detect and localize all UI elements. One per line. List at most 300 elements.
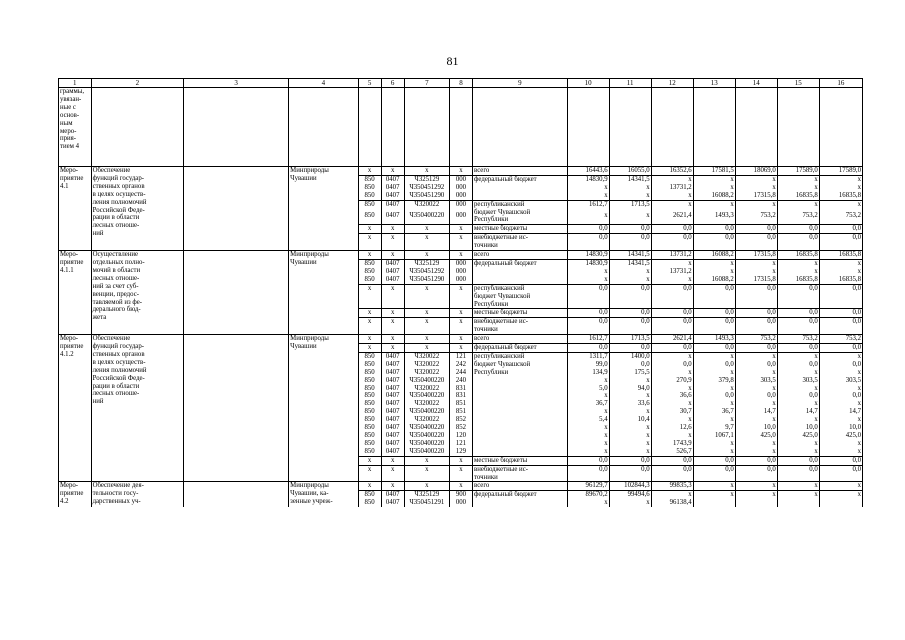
classification-code: Ч320022 bbox=[404, 352, 449, 360]
classification-code: х bbox=[449, 465, 472, 482]
amount-cell: 0,0 bbox=[693, 456, 735, 465]
amount-cell: 1493,3 bbox=[693, 335, 735, 344]
amount-cell: х bbox=[567, 424, 609, 432]
budget-table bbox=[58, 78, 863, 507]
classification-code: х bbox=[381, 335, 404, 344]
classification-code: 0407 bbox=[381, 352, 404, 360]
amount-cell: х bbox=[567, 212, 609, 224]
responsible-executor: Минприроды Чувашии bbox=[289, 251, 358, 335]
classification-code: х bbox=[358, 482, 381, 491]
amount-cell: х bbox=[777, 175, 819, 183]
amount-cell: 96129,7 bbox=[567, 482, 609, 491]
classification-code: 000 bbox=[449, 259, 472, 267]
amount-cell: х bbox=[693, 416, 735, 424]
column-number: 4 bbox=[289, 79, 358, 88]
classification-code: х bbox=[449, 335, 472, 344]
classification-code: х bbox=[358, 335, 381, 344]
classification-code: 000 bbox=[449, 276, 472, 284]
amount-cell: х bbox=[819, 200, 862, 212]
amount-cell: 16443,6 bbox=[567, 167, 609, 176]
empty-cell bbox=[289, 88, 358, 167]
classification-code: 850 bbox=[358, 212, 381, 224]
classification-code: 244 bbox=[449, 369, 472, 377]
classification-code: 0407 bbox=[381, 200, 404, 212]
amount-cell: х bbox=[609, 440, 651, 448]
amount-cell: х bbox=[567, 432, 609, 440]
classification-code: х bbox=[404, 344, 449, 353]
amount-cell: 0,0 bbox=[819, 465, 862, 482]
classification-code: 0407 bbox=[381, 432, 404, 440]
amount-cell: х bbox=[693, 400, 735, 408]
amount-cell: х bbox=[651, 432, 693, 440]
amount-cell: 0,0 bbox=[693, 284, 735, 309]
amount-cell: 1400,0 bbox=[609, 352, 651, 360]
amount-cell: 1713,5 bbox=[609, 335, 651, 344]
funding-source: местные бюджеты bbox=[473, 456, 568, 465]
classification-code: х bbox=[358, 234, 381, 251]
amount-cell: 0,0 bbox=[651, 465, 693, 482]
classification-code: 000 bbox=[449, 175, 472, 183]
amount-cell: х bbox=[777, 184, 819, 192]
amount-cell: х bbox=[651, 369, 693, 377]
amount-cell: 0,0 bbox=[735, 225, 777, 234]
amount-cell: х bbox=[735, 400, 777, 408]
amount-cell: 16835,8 bbox=[819, 251, 862, 260]
classification-code: х bbox=[381, 465, 404, 482]
measure-number: Меро- приятие 4.1 bbox=[59, 167, 92, 251]
amount-cell: х bbox=[609, 392, 651, 400]
classification-code: 120 bbox=[449, 432, 472, 440]
classification-code: х bbox=[449, 482, 472, 491]
amount-cell: х bbox=[819, 448, 862, 456]
amount-cell: 425,0 bbox=[819, 432, 862, 440]
classification-code: 850 bbox=[358, 448, 381, 456]
classification-code: 850 bbox=[358, 200, 381, 212]
amount-cell: 0,0 bbox=[777, 234, 819, 251]
amount-cell: х bbox=[735, 184, 777, 192]
amount-cell: 0,0 bbox=[609, 309, 651, 318]
header-row bbox=[59, 79, 863, 88]
amount-cell: х bbox=[819, 416, 862, 424]
funding-source: федеральный бюджет bbox=[473, 259, 568, 284]
classification-code: Ч350400220 bbox=[404, 408, 449, 416]
amount-cell: х bbox=[567, 276, 609, 284]
classification-code: Ч320022 bbox=[404, 361, 449, 369]
amount-cell: х bbox=[735, 491, 777, 499]
classification-code: 0407 bbox=[381, 424, 404, 432]
empty-cell bbox=[473, 88, 568, 167]
amount-cell: 0,0 bbox=[567, 309, 609, 318]
amount-cell: 0,0 bbox=[735, 465, 777, 482]
classification-code: 121 bbox=[449, 352, 472, 360]
amount-cell: 17315,8 bbox=[735, 276, 777, 284]
amount-cell: 99494,6 bbox=[609, 491, 651, 499]
classification-code: 850 bbox=[358, 192, 381, 200]
amount-cell: х bbox=[651, 192, 693, 200]
amount-cell: 0,0 bbox=[819, 234, 862, 251]
amount-cell: 1612,7 bbox=[567, 335, 609, 344]
classification-code: х bbox=[381, 344, 404, 353]
classification-code: 0407 bbox=[381, 392, 404, 400]
funding-source: республиканский бюджет Чувашской Республики bbox=[473, 284, 568, 309]
classification-code: Ч350400220 bbox=[404, 392, 449, 400]
funding-source: внебюджетные ис- точники bbox=[473, 234, 568, 251]
classification-code: 0407 bbox=[381, 259, 404, 267]
amount-cell: х bbox=[651, 200, 693, 212]
amount-cell: 753,2 bbox=[735, 335, 777, 344]
amount-cell: 36,7 bbox=[693, 408, 735, 416]
amount-cell: 14,7 bbox=[777, 408, 819, 416]
classification-code: х bbox=[381, 234, 404, 251]
empty-cell bbox=[819, 88, 862, 167]
amount-cell: х bbox=[777, 369, 819, 377]
classification-code: 000 bbox=[449, 268, 472, 276]
amount-cell: х bbox=[567, 440, 609, 448]
classification-code: х bbox=[358, 456, 381, 465]
amount-cell: 30,7 bbox=[651, 408, 693, 416]
amount-cell: 0,0 bbox=[693, 465, 735, 482]
amount-cell: х bbox=[735, 352, 777, 360]
funding-source: всего bbox=[473, 335, 568, 344]
table-row bbox=[59, 251, 863, 260]
classification-code: х bbox=[358, 465, 381, 482]
amount-cell: 425,0 bbox=[735, 432, 777, 440]
amount-cell bbox=[819, 499, 862, 507]
empty-cell bbox=[735, 88, 777, 167]
amount-cell: х bbox=[693, 175, 735, 183]
amount-cell: 0,0 bbox=[819, 392, 862, 400]
amount-cell: х bbox=[693, 352, 735, 360]
amount-cell: 0,0 bbox=[609, 456, 651, 465]
amount-cell: х bbox=[693, 200, 735, 212]
amount-cell: 14,7 bbox=[819, 408, 862, 416]
amount-cell bbox=[735, 499, 777, 507]
amount-cell: 99835,3 bbox=[651, 482, 693, 491]
responsible-executor: Минприроды Чувашии, ка- зенные учреж- bbox=[289, 482, 358, 507]
amount-cell: 99,0 bbox=[567, 361, 609, 369]
amount-cell: 0,0 bbox=[651, 318, 693, 335]
amount-cell: 0,0 bbox=[777, 361, 819, 369]
amount-cell: х bbox=[609, 276, 651, 284]
amount-cell: 14830,9 bbox=[567, 259, 609, 267]
amount-cell: 175,5 bbox=[609, 369, 651, 377]
classification-code: х bbox=[449, 234, 472, 251]
amount-cell: 13731,2 bbox=[651, 268, 693, 276]
amount-cell: 12,6 bbox=[651, 424, 693, 432]
amount-cell: 2621,4 bbox=[651, 335, 693, 344]
table-row bbox=[59, 167, 863, 176]
classification-code: х bbox=[358, 251, 381, 260]
funding-source: внебюджетные ис- точники bbox=[473, 318, 568, 335]
amount-cell: х bbox=[609, 184, 651, 192]
amount-cell: 0,0 bbox=[651, 456, 693, 465]
classification-code: х bbox=[381, 225, 404, 234]
amount-cell: 102844,3 bbox=[609, 482, 651, 491]
amount-cell: 16055,0 bbox=[609, 167, 651, 176]
amount-cell: х bbox=[651, 385, 693, 393]
column-number: 2 bbox=[91, 79, 183, 88]
classification-code: 000 bbox=[449, 200, 472, 212]
empty-cell bbox=[184, 482, 289, 507]
classification-code: 121 bbox=[449, 440, 472, 448]
amount-cell: 0,0 bbox=[567, 225, 609, 234]
classification-code: Ч350451290 bbox=[404, 276, 449, 284]
amount-cell: 1311,7 bbox=[567, 352, 609, 360]
classification-code: х bbox=[381, 167, 404, 176]
amount-cell: х bbox=[777, 448, 819, 456]
classification-code: 850 bbox=[358, 184, 381, 192]
classification-code: х bbox=[404, 225, 449, 234]
measure-name: Обеспечение функций государ- ственных органов в целях осуществ- ления полномочий Российской Феде- рации в области лесных отноше- ний bbox=[91, 167, 183, 251]
column-number: 13 bbox=[693, 79, 735, 88]
classification-code: Ч350400220 bbox=[404, 432, 449, 440]
amount-cell: 0,0 bbox=[567, 284, 609, 309]
amount-cell: 134,9 bbox=[567, 369, 609, 377]
amount-cell bbox=[777, 499, 819, 507]
classification-code: х bbox=[404, 482, 449, 491]
funding-source: республиканский бюджет Чувашской Республики bbox=[473, 200, 568, 225]
responsible-executor: Минприроды Чувашии bbox=[289, 167, 358, 251]
classification-code: 0407 bbox=[381, 276, 404, 284]
classification-code: 851 bbox=[449, 408, 472, 416]
amount-cell: х bbox=[567, 408, 609, 416]
amount-cell: 0,0 bbox=[651, 284, 693, 309]
funding-source: всего bbox=[473, 482, 568, 491]
classification-code: х bbox=[381, 284, 404, 309]
amount-cell: 0,0 bbox=[693, 344, 735, 353]
column-number: 10 bbox=[567, 79, 609, 88]
classification-code: 850 bbox=[358, 352, 381, 360]
amount-cell: 0,0 bbox=[609, 284, 651, 309]
column-number: 1 bbox=[59, 79, 92, 88]
amount-cell: 0,0 bbox=[609, 225, 651, 234]
amount-cell: 17581,5 bbox=[693, 167, 735, 176]
continuation-label: граммы, увязан- ные с основ- ным меро- прия- тием 4 bbox=[59, 88, 92, 167]
amount-cell: 16835,8 bbox=[777, 192, 819, 200]
funding-source: местные бюджеты bbox=[473, 225, 568, 234]
amount-cell: 0,0 bbox=[651, 344, 693, 353]
classification-code: 850 bbox=[358, 491, 381, 499]
classification-code: 0407 bbox=[381, 369, 404, 377]
column-number: 11 bbox=[609, 79, 651, 88]
classification-code: Ч350451290 bbox=[404, 192, 449, 200]
amount-cell: х bbox=[693, 184, 735, 192]
funding-source: всего bbox=[473, 251, 568, 260]
empty-cell bbox=[91, 88, 183, 167]
classification-code: 0407 bbox=[381, 385, 404, 393]
column-number: 15 bbox=[777, 79, 819, 88]
classification-code: 000 bbox=[449, 192, 472, 200]
amount-cell: 753,2 bbox=[819, 335, 862, 344]
classification-code: 850 bbox=[358, 377, 381, 385]
classification-code: 850 bbox=[358, 440, 381, 448]
classification-code: х bbox=[381, 482, 404, 491]
classification-code: Ч350451292 bbox=[404, 268, 449, 276]
measure-number: Меро- приятие 4.2 bbox=[59, 482, 92, 507]
classification-code: 000 bbox=[449, 184, 472, 192]
classification-code: 0407 bbox=[381, 192, 404, 200]
amount-cell: 16835,8 bbox=[819, 192, 862, 200]
funding-source: всего bbox=[473, 167, 568, 176]
amount-cell: 0,0 bbox=[651, 309, 693, 318]
amount-cell: х bbox=[735, 440, 777, 448]
column-number: 7 bbox=[404, 79, 449, 88]
classification-code: 129 bbox=[449, 448, 472, 456]
classification-code: 850 bbox=[358, 499, 381, 507]
amount-cell: 14830,9 bbox=[567, 175, 609, 183]
amount-cell bbox=[693, 499, 735, 507]
amount-cell: 303,5 bbox=[819, 377, 862, 385]
amount-cell: х bbox=[777, 200, 819, 212]
classification-code: 850 bbox=[358, 385, 381, 393]
empty-cell bbox=[567, 88, 609, 167]
empty-cell bbox=[651, 88, 693, 167]
measure-name: Обеспечение дея- тельности госу- дарственных уч- bbox=[91, 482, 183, 507]
classification-code: 852 bbox=[449, 416, 472, 424]
amount-cell: 17315,8 bbox=[735, 251, 777, 260]
amount-cell: 96138,4 bbox=[651, 499, 693, 507]
classification-code: 0407 bbox=[381, 499, 404, 507]
amount-cell: х bbox=[777, 400, 819, 408]
classification-code: х bbox=[358, 225, 381, 234]
amount-cell: 0,0 bbox=[693, 225, 735, 234]
amount-cell: 0,0 bbox=[777, 309, 819, 318]
classification-code: х bbox=[404, 251, 449, 260]
amount-cell: х bbox=[819, 184, 862, 192]
empty-cell bbox=[184, 251, 289, 335]
classification-code: х bbox=[381, 456, 404, 465]
classification-code: х bbox=[404, 167, 449, 176]
classification-code: х bbox=[449, 284, 472, 309]
amount-cell: х bbox=[735, 416, 777, 424]
classification-code: 831 bbox=[449, 392, 472, 400]
amount-cell: 753,2 bbox=[777, 212, 819, 224]
amount-cell: 5,4 bbox=[567, 416, 609, 424]
classification-code: 850 bbox=[358, 259, 381, 267]
amount-cell: х bbox=[651, 400, 693, 408]
amount-cell: 0,0 bbox=[567, 456, 609, 465]
amount-cell: 0,0 bbox=[735, 284, 777, 309]
amount-cell: х bbox=[567, 268, 609, 276]
classification-code: 0407 bbox=[381, 175, 404, 183]
amount-cell: х bbox=[819, 352, 862, 360]
classification-code: Ч325129 bbox=[404, 491, 449, 499]
amount-cell: 16835,8 bbox=[777, 276, 819, 284]
amount-cell: х bbox=[819, 259, 862, 267]
amount-cell: х bbox=[567, 448, 609, 456]
amount-cell: 753,2 bbox=[735, 212, 777, 224]
amount-cell: 0,0 bbox=[777, 465, 819, 482]
amount-cell: х bbox=[609, 408, 651, 416]
amount-cell: 2621,4 bbox=[651, 212, 693, 224]
classification-code: 0407 bbox=[381, 361, 404, 369]
column-number: 5 bbox=[358, 79, 381, 88]
amount-cell: 0,0 bbox=[693, 309, 735, 318]
amount-cell: 0,0 bbox=[567, 234, 609, 251]
classification-code: 0407 bbox=[381, 184, 404, 192]
amount-cell: 14341,5 bbox=[609, 251, 651, 260]
amount-cell: х bbox=[609, 432, 651, 440]
amount-cell: 16835,8 bbox=[819, 276, 862, 284]
amount-cell: 1612,7 bbox=[567, 200, 609, 212]
amount-cell: 14341,5 bbox=[609, 259, 651, 267]
amount-cell: х bbox=[609, 448, 651, 456]
amount-cell: х bbox=[567, 377, 609, 385]
amount-cell: х bbox=[609, 192, 651, 200]
classification-code: 0407 bbox=[381, 212, 404, 224]
empty-cell bbox=[449, 88, 472, 167]
classification-code: 850 bbox=[358, 268, 381, 276]
amount-cell: х bbox=[735, 268, 777, 276]
amount-cell: х bbox=[735, 175, 777, 183]
amount-cell: х bbox=[777, 268, 819, 276]
amount-cell: 13731,2 bbox=[651, 184, 693, 192]
classification-code: х bbox=[358, 284, 381, 309]
amount-cell: х bbox=[693, 369, 735, 377]
measure-name: Обеспечение функций государ- ственных органов в целях осуществ- ления полномочий Российской Феде- рации в области лесных отноше- ний bbox=[91, 335, 183, 482]
classification-code: 850 bbox=[358, 276, 381, 284]
amount-cell: 1067,1 bbox=[693, 432, 735, 440]
classification-code: х bbox=[449, 318, 472, 335]
page-number: 81 bbox=[446, 54, 459, 68]
amount-cell: 0,0 bbox=[735, 318, 777, 335]
classification-code: х bbox=[404, 335, 449, 344]
classification-code: х bbox=[449, 251, 472, 260]
amount-cell: 17589,0 bbox=[777, 167, 819, 176]
amount-cell: х bbox=[609, 499, 651, 507]
classification-code: 242 bbox=[449, 361, 472, 369]
amount-cell: 0,0 bbox=[777, 344, 819, 353]
amount-cell: х bbox=[609, 212, 651, 224]
classification-code: Ч320022 bbox=[404, 200, 449, 212]
funding-source: республиканский бюджет Чувашской Республики bbox=[473, 352, 568, 456]
classification-code: х bbox=[381, 309, 404, 318]
amount-cell: 89670,2 bbox=[567, 491, 609, 499]
amount-cell: 10,0 bbox=[735, 424, 777, 432]
amount-cell: х bbox=[819, 268, 862, 276]
amount-cell: 0,0 bbox=[777, 225, 819, 234]
amount-cell: х bbox=[693, 448, 735, 456]
amount-cell: 17315,8 bbox=[735, 192, 777, 200]
classification-code: 850 bbox=[358, 400, 381, 408]
amount-cell: 526,7 bbox=[651, 448, 693, 456]
column-number: 6 bbox=[381, 79, 404, 88]
amount-cell: х bbox=[819, 400, 862, 408]
amount-cell: х bbox=[819, 175, 862, 183]
amount-cell: 0,0 bbox=[735, 344, 777, 353]
amount-cell: 0,0 bbox=[609, 465, 651, 482]
amount-cell: х bbox=[651, 259, 693, 267]
classification-code: 0407 bbox=[381, 408, 404, 416]
amount-cell: 0,0 bbox=[693, 234, 735, 251]
amount-cell: 0,0 bbox=[819, 318, 862, 335]
classification-code: 831 bbox=[449, 385, 472, 393]
amount-cell: х bbox=[819, 491, 862, 499]
column-number: 8 bbox=[449, 79, 472, 88]
responsible-executor: Минприроды Чувашии bbox=[289, 335, 358, 482]
empty-cell bbox=[609, 88, 651, 167]
amount-cell: 1493,3 bbox=[693, 212, 735, 224]
amount-cell: 0,0 bbox=[651, 225, 693, 234]
classification-code: х bbox=[449, 309, 472, 318]
classification-code: х bbox=[381, 251, 404, 260]
amount-cell: х bbox=[735, 385, 777, 393]
classification-code: х bbox=[449, 344, 472, 353]
amount-cell: 0,0 bbox=[693, 318, 735, 335]
amount-cell: 0,0 bbox=[609, 318, 651, 335]
classification-code: 850 bbox=[358, 408, 381, 416]
empty-cell bbox=[693, 88, 735, 167]
